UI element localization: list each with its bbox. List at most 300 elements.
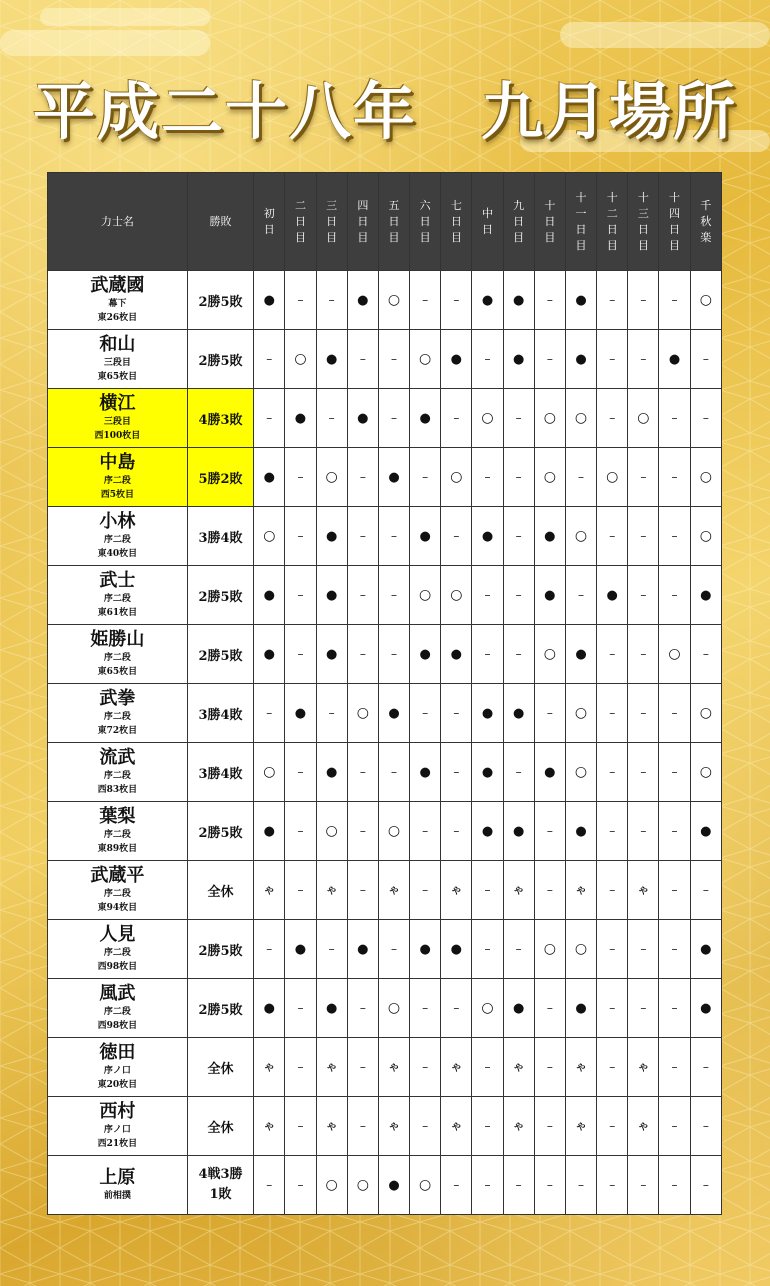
day-result: – <box>422 292 429 307</box>
header-day-label: 二日目 <box>294 198 306 244</box>
rikishi-cell <box>48 802 188 861</box>
header-day <box>285 173 316 271</box>
day-result-cell <box>534 1097 565 1156</box>
day-result-cell <box>254 1156 285 1215</box>
day-result: ○ <box>543 469 556 485</box>
day-result: – <box>640 764 647 779</box>
day-result: ● <box>388 705 400 721</box>
day-result: ○ <box>574 764 588 780</box>
day-result-cell <box>316 684 347 743</box>
day-result: – <box>453 528 460 543</box>
day-result: – <box>546 1118 553 1133</box>
day-result-cell <box>628 330 659 389</box>
day-result: – <box>484 469 491 484</box>
day-result-cell <box>378 271 409 330</box>
day-result-cell <box>503 1156 534 1215</box>
day-result-cell <box>441 979 472 1038</box>
rikishi-rank: 三段目 <box>103 358 131 368</box>
day-result: – <box>266 351 273 366</box>
day-result-cell <box>690 861 721 920</box>
day-result: や <box>451 1122 461 1133</box>
day-result: – <box>453 705 460 720</box>
day-result-cell <box>628 743 659 802</box>
day-result: ○ <box>325 1177 338 1193</box>
day-result-cell <box>254 566 285 625</box>
page-title: 平成二十八年 九月場所 <box>32 75 737 148</box>
day-result: ○ <box>574 941 588 957</box>
header-name: 力士名 <box>48 173 188 271</box>
day-result: – <box>390 351 397 366</box>
day-result-cell <box>472 1038 503 1097</box>
day-result-cell <box>597 625 628 684</box>
day-result: – <box>266 410 273 425</box>
day-result-cell <box>316 1097 347 1156</box>
results-table <box>47 172 722 1215</box>
rikishi-name: 徳田 <box>99 1042 136 1063</box>
day-result: ● <box>263 587 275 603</box>
day-result: ● <box>481 705 494 721</box>
day-result: ● <box>263 469 275 485</box>
day-result: – <box>640 292 647 307</box>
day-result: – <box>671 705 678 720</box>
day-result: ● <box>513 705 525 721</box>
day-result-cell <box>534 271 565 330</box>
day-result: – <box>390 410 397 425</box>
day-result: や <box>451 1063 461 1074</box>
day-result-cell <box>347 743 378 802</box>
day-result: – <box>422 1000 429 1015</box>
day-result-cell <box>410 684 441 743</box>
day-result-cell <box>254 625 285 684</box>
day-result-cell <box>597 507 628 566</box>
day-result-cell <box>347 861 378 920</box>
day-result: – <box>484 882 491 897</box>
day-result: や <box>389 1063 399 1074</box>
rikishi-name: 流武 <box>99 747 136 768</box>
day-result-cell <box>316 566 347 625</box>
day-result: – <box>297 469 304 484</box>
day-result: – <box>359 587 366 602</box>
day-result-cell <box>441 1038 472 1097</box>
day-result: – <box>609 764 616 779</box>
day-result-cell <box>534 566 565 625</box>
day-result: – <box>702 882 709 897</box>
day-result: ○ <box>699 292 712 308</box>
day-result-cell <box>659 979 690 1038</box>
rikishi-name: 武士 <box>99 570 136 591</box>
day-result-cell <box>254 920 285 979</box>
day-result: – <box>359 764 366 779</box>
day-result: – <box>297 1000 304 1015</box>
day-result-cell <box>597 802 628 861</box>
header-day <box>690 173 721 271</box>
day-result: ● <box>700 1000 712 1016</box>
header-day-label: 千秋楽 <box>700 198 712 244</box>
table-row <box>48 566 722 625</box>
day-result-cell <box>316 979 347 1038</box>
day-result-cell <box>410 920 441 979</box>
day-result-cell <box>690 625 721 684</box>
day-result: – <box>266 1177 273 1192</box>
rikishi-name: 上原 <box>99 1167 136 1188</box>
header-day-label: 七日目 <box>450 198 462 244</box>
day-result: – <box>390 764 397 779</box>
day-result-cell <box>254 1097 285 1156</box>
record-cell: 2勝5敗 <box>187 920 253 979</box>
day-result: – <box>515 587 522 602</box>
day-result-cell <box>628 979 659 1038</box>
rikishi-cell <box>48 1097 188 1156</box>
day-result: や <box>638 1122 648 1133</box>
day-result: – <box>640 1177 647 1192</box>
rikishi-cell <box>48 861 188 920</box>
day-result: ● <box>481 764 494 780</box>
day-result-cell <box>628 566 659 625</box>
day-result: ● <box>450 941 462 957</box>
day-result: や <box>514 1122 524 1133</box>
day-result-cell <box>347 920 378 979</box>
header-day-label: 十三日目 <box>637 190 649 252</box>
day-result: – <box>578 469 585 484</box>
day-result: ● <box>325 1000 338 1016</box>
header-day-label: 中日 <box>482 206 493 236</box>
day-result-cell <box>628 1156 659 1215</box>
day-result: ● <box>325 764 338 780</box>
day-result-cell <box>628 802 659 861</box>
rikishi-rank: 序ノ口 <box>103 1125 131 1135</box>
rikishi-position: 東94枚目 <box>97 903 138 913</box>
day-result: – <box>484 351 491 366</box>
day-result: – <box>390 528 397 543</box>
header-day <box>597 173 628 271</box>
day-result: ● <box>481 292 494 308</box>
day-result: – <box>390 941 397 956</box>
rikishi-rank: 序二段 <box>103 1007 131 1017</box>
day-result: – <box>359 528 366 543</box>
day-result-cell <box>441 861 472 920</box>
day-result: ● <box>357 941 369 957</box>
day-result-cell <box>347 1156 378 1215</box>
day-result: や <box>576 1063 586 1074</box>
day-result-cell <box>316 1156 347 1215</box>
day-result: – <box>671 823 678 838</box>
day-result-cell <box>597 448 628 507</box>
day-result: – <box>640 705 647 720</box>
day-result-cell <box>347 802 378 861</box>
rikishi-cell <box>48 684 188 743</box>
day-result: ○ <box>606 469 619 485</box>
rikishi-name: 人見 <box>99 924 136 945</box>
day-result-cell <box>254 330 285 389</box>
day-result-cell <box>597 684 628 743</box>
day-result: ○ <box>574 705 588 721</box>
table-row <box>48 979 722 1038</box>
record-cell: 3勝4敗 <box>187 684 253 743</box>
day-result: ○ <box>356 705 369 721</box>
record-line: 1敗 <box>209 1187 232 1202</box>
day-result-cell <box>410 979 441 1038</box>
table-row <box>48 625 722 684</box>
day-result-cell <box>690 743 721 802</box>
day-result: – <box>328 941 335 956</box>
rikishi-position: 東72枚目 <box>97 726 138 736</box>
day-result-cell <box>472 330 503 389</box>
day-result: – <box>297 292 304 307</box>
day-result: – <box>609 1177 616 1192</box>
day-result: ○ <box>387 823 401 839</box>
day-result-cell <box>597 920 628 979</box>
day-result-cell <box>503 389 534 448</box>
rikishi-rank: 幕下 <box>108 299 127 309</box>
record-cell: 全休 <box>187 1097 253 1156</box>
day-result: – <box>671 528 678 543</box>
record-cell: 全休 <box>187 1038 253 1097</box>
day-result: ● <box>481 823 494 839</box>
day-result: – <box>266 705 273 720</box>
record-cell: 2勝5敗 <box>187 802 253 861</box>
day-result-cell <box>565 743 596 802</box>
day-result-cell <box>565 861 596 920</box>
day-result-cell <box>285 802 316 861</box>
day-result-cell <box>254 743 285 802</box>
day-result-cell <box>534 1038 565 1097</box>
day-result: – <box>359 882 366 897</box>
day-result: – <box>640 941 647 956</box>
day-result: – <box>578 587 585 602</box>
day-result-cell <box>597 330 628 389</box>
day-result: – <box>515 646 522 661</box>
day-result-cell <box>441 802 472 861</box>
rikishi-rank: 序二段 <box>103 948 131 958</box>
day-result: ○ <box>481 410 494 426</box>
day-result: ○ <box>387 1000 401 1016</box>
table-row <box>48 448 722 507</box>
day-result-cell <box>254 507 285 566</box>
day-result-cell <box>690 1156 721 1215</box>
day-result-cell <box>472 920 503 979</box>
record-cell: 4勝3敗 <box>187 389 253 448</box>
day-result: – <box>297 587 304 602</box>
rikishi-name: 西村 <box>99 1101 136 1122</box>
day-result-cell <box>659 684 690 743</box>
rikishi-rank: 序二段 <box>103 653 131 663</box>
day-result: – <box>484 941 491 956</box>
record-line: 4戦3勝 <box>198 1167 243 1182</box>
day-result: – <box>359 469 366 484</box>
day-result-cell <box>565 1156 596 1215</box>
day-result-cell <box>378 1156 409 1215</box>
day-result-cell <box>472 743 503 802</box>
day-result: – <box>609 1000 616 1015</box>
day-result: や <box>264 886 274 897</box>
day-result-cell <box>690 684 721 743</box>
day-result-cell <box>285 1038 316 1097</box>
day-result-cell <box>410 1097 441 1156</box>
rikishi-cell <box>48 448 188 507</box>
day-result-cell <box>441 1097 472 1156</box>
day-result: – <box>640 1000 647 1015</box>
day-result-cell <box>503 566 534 625</box>
day-result-cell <box>503 507 534 566</box>
day-result: – <box>609 1059 616 1074</box>
day-result-cell <box>441 507 472 566</box>
day-result: – <box>266 941 273 956</box>
record-cell: 2勝5敗 <box>187 566 253 625</box>
day-result-cell <box>659 920 690 979</box>
day-result-cell <box>285 1097 316 1156</box>
day-result-cell <box>597 861 628 920</box>
cloud-decoration <box>40 8 210 26</box>
day-result-cell <box>472 1097 503 1156</box>
day-result-cell <box>659 566 690 625</box>
day-result-cell <box>503 1038 534 1097</box>
header-day <box>628 173 659 271</box>
day-result: や <box>514 886 524 897</box>
day-result: – <box>640 587 647 602</box>
day-result: ● <box>575 823 587 839</box>
day-result-cell <box>441 330 472 389</box>
day-result-cell <box>378 1038 409 1097</box>
day-result: ● <box>294 410 307 426</box>
day-result: ● <box>419 528 431 544</box>
rikishi-position: 西98枚目 <box>97 1021 138 1031</box>
header-day-label: 三日目 <box>326 198 338 244</box>
header-day <box>410 173 441 271</box>
header-day-label: 四日目 <box>357 198 369 244</box>
day-result: – <box>422 1059 429 1074</box>
day-result: – <box>671 764 678 779</box>
day-result-cell <box>347 1097 378 1156</box>
rikishi-position: 西5枚目 <box>100 490 135 500</box>
day-result-cell <box>378 1097 409 1156</box>
day-result-cell <box>534 625 565 684</box>
day-result: ○ <box>325 469 338 485</box>
rikishi-position: 東26枚目 <box>97 313 138 323</box>
day-result-cell <box>285 330 316 389</box>
day-result: ○ <box>543 646 556 662</box>
day-result: ● <box>419 646 431 662</box>
day-result-cell <box>410 802 441 861</box>
day-result-cell <box>378 979 409 1038</box>
rikishi-position: 西98枚目 <box>97 962 138 972</box>
day-result-cell <box>347 507 378 566</box>
table-row <box>48 389 722 448</box>
day-result-cell <box>254 861 285 920</box>
day-result: や <box>327 1122 337 1133</box>
day-result: – <box>546 351 553 366</box>
table-row <box>48 861 722 920</box>
day-result-cell <box>690 389 721 448</box>
rikishi-cell <box>48 507 188 566</box>
day-result-cell <box>659 330 690 389</box>
day-result: ● <box>606 587 618 603</box>
day-result: – <box>453 823 460 838</box>
day-result: – <box>546 823 553 838</box>
day-result: や <box>327 886 337 897</box>
header-day-label: 十二日目 <box>606 190 618 252</box>
day-result: や <box>638 886 648 897</box>
day-result-cell <box>628 507 659 566</box>
day-result: – <box>671 941 678 956</box>
day-result-cell <box>410 1038 441 1097</box>
day-result-cell <box>441 271 472 330</box>
day-result: ● <box>419 941 431 957</box>
day-result: – <box>484 1118 491 1133</box>
day-result-cell <box>565 330 596 389</box>
rikishi-rank: 序二段 <box>103 889 131 899</box>
day-result-cell <box>690 979 721 1038</box>
day-result: ● <box>388 469 400 485</box>
day-result-cell <box>316 861 347 920</box>
day-result-cell <box>472 684 503 743</box>
day-result-cell <box>472 1156 503 1215</box>
day-result-cell <box>316 271 347 330</box>
day-result-cell <box>628 625 659 684</box>
day-result-cell <box>378 861 409 920</box>
day-result-cell <box>378 566 409 625</box>
day-result-cell <box>285 743 316 802</box>
day-result: – <box>515 764 522 779</box>
day-result: ● <box>325 351 338 367</box>
day-result-cell <box>285 1156 316 1215</box>
day-result-cell <box>410 271 441 330</box>
day-result: – <box>671 469 678 484</box>
day-result-cell <box>690 920 721 979</box>
day-result: や <box>327 1063 337 1074</box>
day-result: – <box>671 292 678 307</box>
day-result-cell <box>316 330 347 389</box>
day-result: ● <box>388 1177 400 1193</box>
day-result-cell <box>441 684 472 743</box>
day-result: – <box>328 292 335 307</box>
day-result-cell <box>628 684 659 743</box>
rikishi-name: 中島 <box>99 452 136 473</box>
day-result: ○ <box>543 941 556 957</box>
day-result-cell <box>503 448 534 507</box>
day-result-cell <box>659 1038 690 1097</box>
day-result: – <box>422 882 429 897</box>
day-result: や <box>576 886 586 897</box>
header-day <box>472 173 503 271</box>
day-result-cell <box>316 507 347 566</box>
record-cell: 全休 <box>187 861 253 920</box>
rikishi-cell <box>48 1038 188 1097</box>
day-result-cell <box>472 448 503 507</box>
day-result-cell <box>597 743 628 802</box>
day-result: – <box>453 764 460 779</box>
day-result-cell <box>690 271 721 330</box>
record-cell: 5勝2敗 <box>187 448 253 507</box>
rikishi-position: 東65枚目 <box>97 372 138 382</box>
day-result: – <box>328 410 335 425</box>
day-result: や <box>451 886 461 897</box>
day-result: – <box>702 1118 709 1133</box>
day-result: – <box>609 646 616 661</box>
day-result: ○ <box>699 764 712 780</box>
day-result-cell <box>690 507 721 566</box>
table-row <box>48 743 722 802</box>
day-result-cell <box>534 802 565 861</box>
day-result: – <box>484 1177 491 1192</box>
rikishi-cell <box>48 743 188 802</box>
day-result: – <box>609 1118 616 1133</box>
rikishi-position: 東61枚目 <box>97 608 138 618</box>
day-result: – <box>297 646 304 661</box>
header-day <box>378 173 409 271</box>
day-result-cell <box>472 389 503 448</box>
day-result: ● <box>357 292 369 308</box>
day-result-cell <box>285 507 316 566</box>
